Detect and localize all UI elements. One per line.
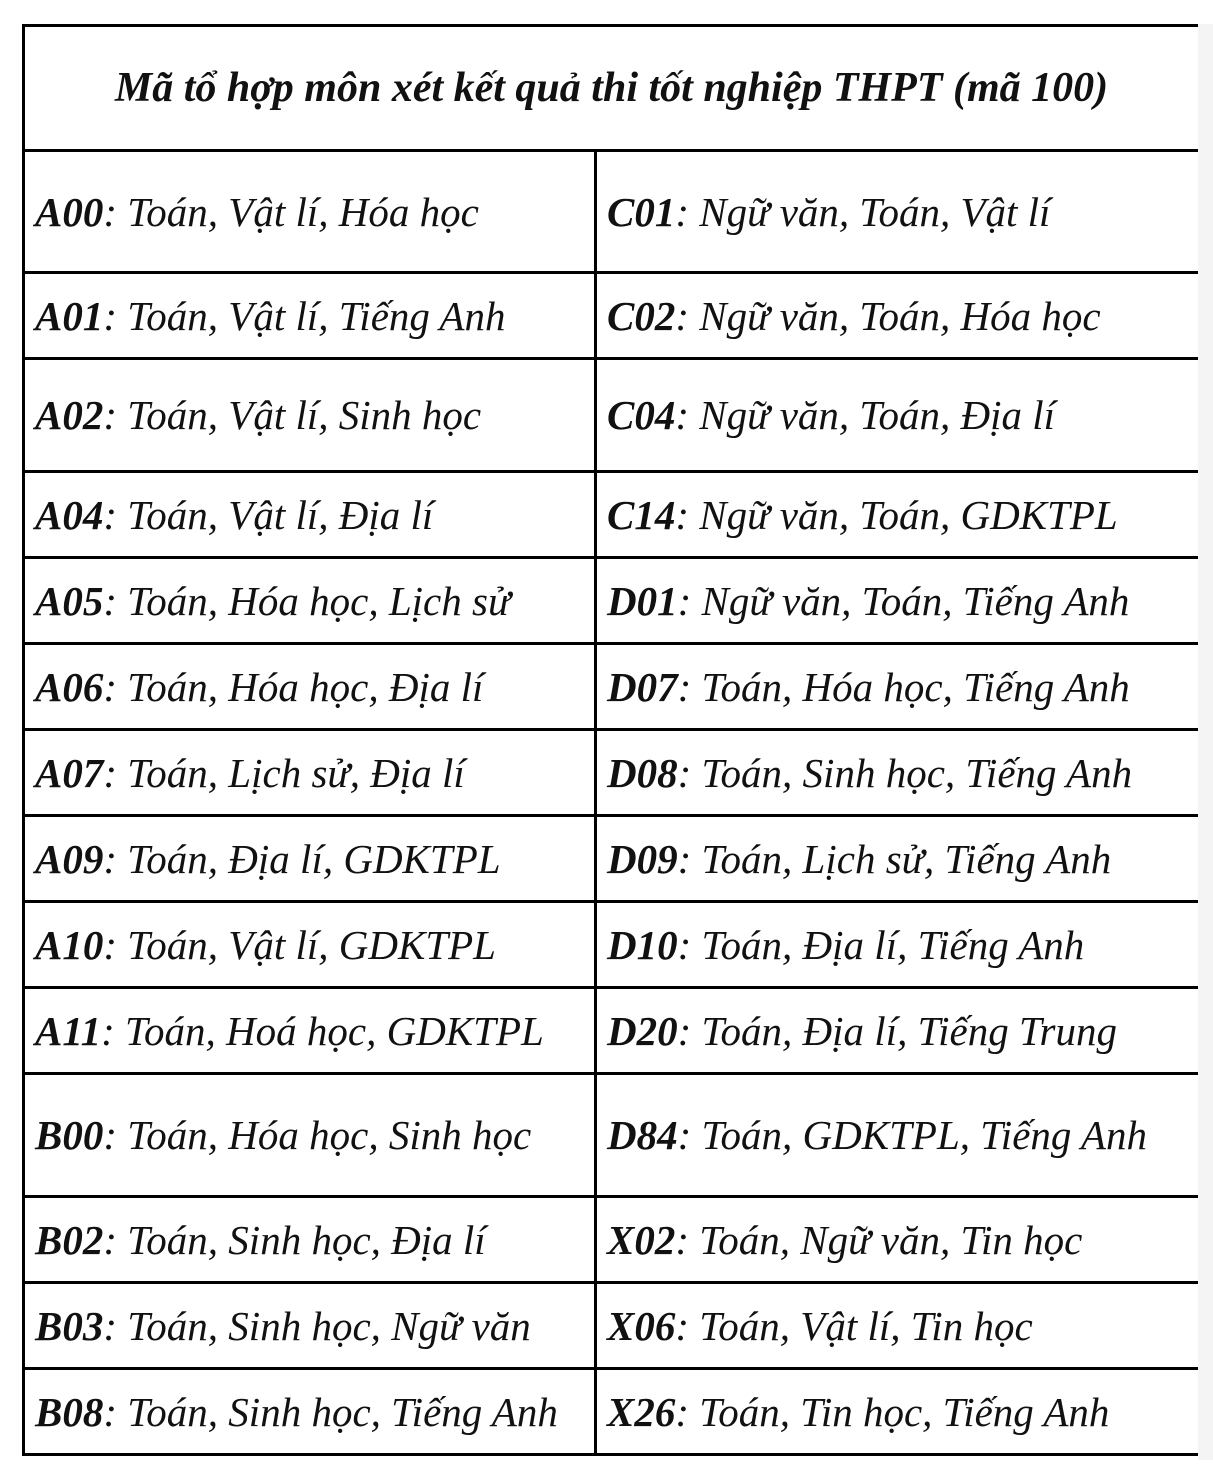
combination-cell-left	[24, 359, 596, 472]
combination-cell-left	[24, 902, 596, 988]
combination-code: D01	[607, 577, 678, 624]
combination-cell-left	[24, 816, 596, 902]
combination-subjects: : Toán, Ngữ văn, Tin học	[675, 1216, 1083, 1263]
combination-subjects: : Ngữ văn, Toán, GDKTPL	[675, 491, 1118, 538]
combination-cell-right	[596, 1283, 1200, 1369]
table-row	[24, 902, 1200, 988]
table-row	[24, 151, 1200, 273]
table-row	[24, 988, 1200, 1074]
combination-cell-right	[596, 902, 1200, 988]
combination-cell-left	[24, 472, 596, 558]
table-title: Mã tổ hợp môn xét kết quả thi tốt nghiệp THPT (mã 100)	[24, 26, 1200, 151]
combination-code: B03	[35, 1302, 104, 1349]
combination-code: C04	[607, 392, 676, 438]
table-row	[24, 1283, 1200, 1369]
combination-code: D20	[607, 1007, 678, 1054]
combination-subjects: : Ngữ văn, Toán, Tiếng Anh	[677, 577, 1130, 624]
combination-subjects: : Toán, Sinh học, Ngữ văn	[103, 1302, 531, 1349]
combination-subjects: : Toán, Hóa học, Địa lí	[103, 663, 484, 710]
combination-cell-left	[24, 644, 596, 730]
combination-code: A06	[35, 663, 104, 710]
combination-code: A05	[35, 577, 104, 624]
combination-code: A01	[35, 292, 104, 339]
combination-code: B00	[35, 1112, 104, 1158]
combination-subjects: : Toán, Hóa học, Tiếng Anh	[677, 663, 1130, 710]
table-row	[24, 816, 1200, 902]
combination-subjects: : Toán, Sinh học, Tiếng Anh	[103, 1388, 558, 1435]
combination-subjects: : Toán, GDKTPL, Tiếng Anh	[677, 1112, 1147, 1158]
combination-cell-left	[24, 151, 596, 273]
combination-subjects: : Toán, Hóa học, Lịch sử	[103, 577, 511, 624]
combination-cell-right	[596, 1369, 1200, 1455]
combination-code: A09	[35, 835, 104, 882]
combination-subjects: : Toán, Hoá học, GDKTPL	[101, 1007, 544, 1054]
combination-subjects: : Toán, Lịch sử, Tiếng Anh	[677, 835, 1112, 882]
combination-cell-right	[596, 644, 1200, 730]
table-row	[24, 359, 1200, 472]
combination-code: C01	[607, 188, 676, 235]
combination-subjects: : Ngữ văn, Toán, Hóa học	[675, 292, 1101, 339]
table-row	[24, 273, 1200, 359]
combination-cell-left	[24, 273, 596, 359]
combination-subjects: : Toán, Tin học, Tiếng Anh	[675, 1388, 1110, 1435]
combination-cell-left	[24, 1074, 596, 1197]
combination-code: B08	[35, 1388, 104, 1435]
table-row	[24, 558, 1200, 644]
combination-code: X02	[607, 1216, 676, 1263]
combination-subjects: : Toán, Sinh học, Địa lí	[103, 1216, 486, 1263]
combination-code: D07	[607, 663, 678, 710]
combination-cell-right	[596, 472, 1200, 558]
combination-subjects: : Toán, Địa lí, GDKTPL	[103, 835, 501, 882]
combination-subjects: : Ngữ văn, Toán, Vật lí	[675, 188, 1051, 235]
combination-cell-left	[24, 988, 596, 1074]
combination-subjects: : Toán, Địa lí, Tiếng Trung	[677, 1007, 1117, 1054]
combination-code: A07	[35, 749, 104, 796]
combination-code: A00	[35, 188, 104, 235]
combination-cell-right	[596, 359, 1200, 472]
combination-cell-right	[596, 151, 1200, 273]
document-sheet	[22, 24, 1198, 1460]
combination-code: D84	[607, 1112, 678, 1158]
subject-combination-table	[22, 24, 1201, 1456]
table-row	[24, 472, 1200, 558]
combination-cell-left	[24, 558, 596, 644]
combination-subjects: : Toán, Vật lí, Tin học	[675, 1302, 1033, 1349]
combination-cell-left	[24, 1283, 596, 1369]
combination-cell-right	[596, 988, 1200, 1074]
combination-cell-right	[596, 816, 1200, 902]
combination-code: C02	[607, 292, 676, 339]
page-edge	[1198, 24, 1213, 1460]
combination-subjects: : Toán, Sinh học, Tiếng Anh	[677, 749, 1133, 796]
combination-cell-right	[596, 730, 1200, 816]
combination-subjects: : Toán, Hóa học, Sinh học	[103, 1112, 532, 1158]
table-row	[24, 1074, 1200, 1197]
combination-subjects: : Toán, Địa lí, Tiếng Anh	[677, 921, 1085, 968]
combination-subjects: : Toán, Vật lí, GDKTPL	[103, 921, 496, 968]
combination-code: A04	[35, 491, 104, 538]
table-row	[24, 644, 1200, 730]
combination-code: D10	[607, 921, 678, 968]
combination-code: C14	[607, 491, 676, 538]
combination-cell-right	[596, 1074, 1200, 1197]
combination-subjects: : Ngữ văn, Toán, Địa lí	[675, 392, 1055, 438]
combination-code: D09	[607, 835, 678, 882]
combination-code: A02	[35, 392, 104, 438]
combination-cell-left	[24, 730, 596, 816]
combination-subjects: : Toán, Vật lí, Sinh học	[103, 392, 482, 438]
combination-code: B02	[35, 1216, 104, 1263]
combination-subjects: : Toán, Vật lí, Tiếng Anh	[103, 292, 506, 339]
combination-code: X06	[607, 1302, 676, 1349]
combination-code: A10	[35, 921, 104, 968]
combination-cell-right	[596, 1197, 1200, 1283]
combination-subjects: : Toán, Vật lí, Hóa học	[103, 188, 479, 235]
combination-subjects: : Toán, Vật lí, Địa lí	[103, 491, 434, 538]
combination-code: X26	[607, 1388, 676, 1435]
combination-cell-left	[24, 1197, 596, 1283]
table-row	[24, 1197, 1200, 1283]
combination-cell-right	[596, 273, 1200, 359]
table-header-row	[24, 26, 1200, 151]
table-body	[24, 151, 1200, 1455]
combination-code: D08	[607, 749, 678, 796]
combination-subjects: : Toán, Lịch sử, Địa lí	[103, 749, 465, 796]
table-row	[24, 1369, 1200, 1455]
table-row	[24, 730, 1200, 816]
combination-cell-left	[24, 1369, 596, 1455]
combination-cell-right	[596, 558, 1200, 644]
combination-code: A11	[35, 1007, 102, 1054]
